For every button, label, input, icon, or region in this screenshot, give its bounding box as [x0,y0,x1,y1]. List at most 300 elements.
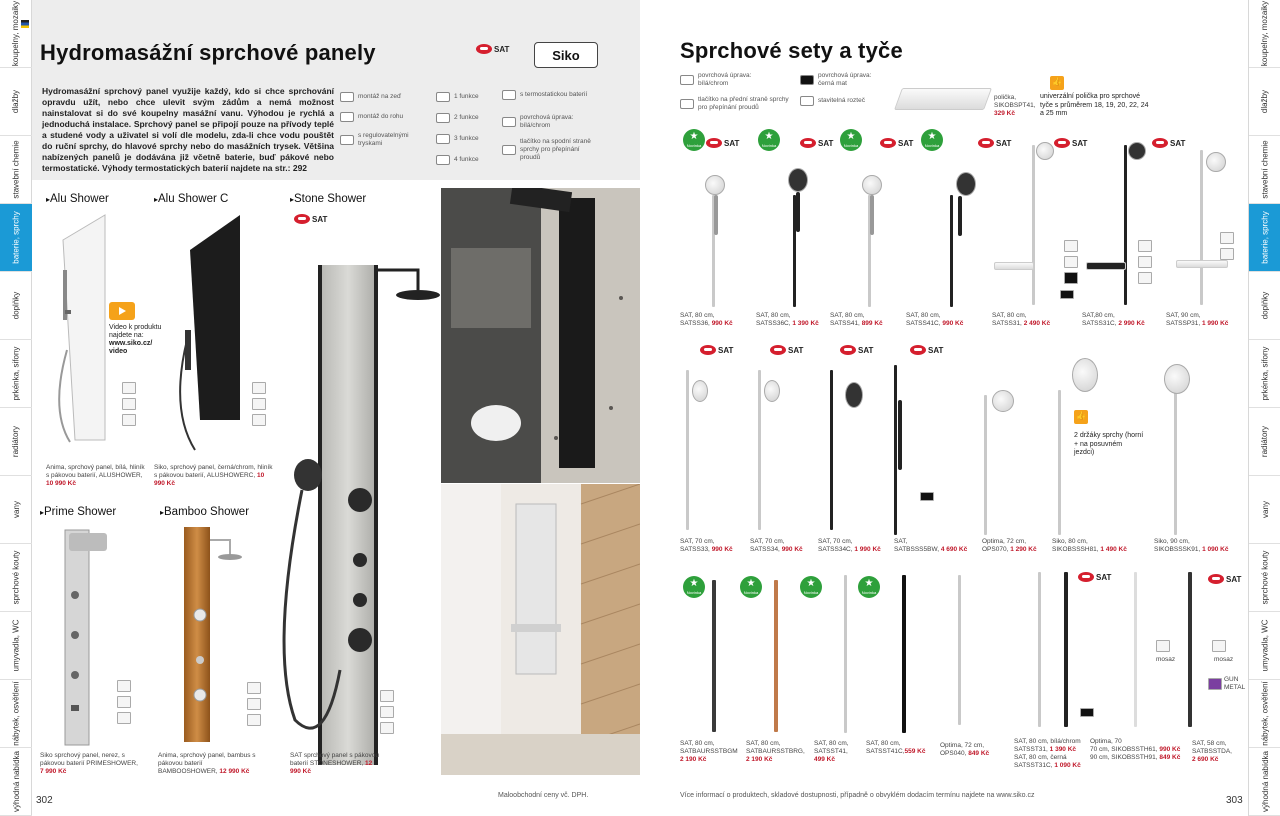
feature-icon [252,382,266,394]
footer-text: Maloobchodní ceny vč. DPH. [498,792,589,799]
product-price: 899 Kč [861,320,883,327]
set-caption [680,312,755,328]
sat-logo-text: SAT [818,138,834,148]
product-code: SATBAURSSTBRG, [746,748,805,755]
bathroom-photo-light-drawing [441,484,640,775]
feature-icon [122,414,136,426]
set-caption [680,740,750,764]
left-side-tabs [0,0,32,816]
side-tab[interactable] [1249,544,1280,612]
product-price: 990 Kč [781,546,803,553]
sat-swirl-icon [880,138,896,148]
feature-icon [122,382,136,394]
side-tab[interactable] [1249,680,1280,748]
function-2-icon [436,113,450,123]
feature-icon [380,722,394,734]
side-tab-label: sprchové kouty [1260,550,1270,605]
side-tab[interactable] [0,136,32,204]
product-code: ALUSHOWERC, [206,472,256,479]
shower-rail [686,370,689,530]
shower-rail [830,370,833,530]
product-price: 10 990 Kč [154,472,265,487]
product-caption [290,752,380,776]
shower-rail [758,370,761,530]
side-tab[interactable] [0,68,32,136]
black-finish-swatch [1080,708,1094,717]
legend-label: stavitelná rozteč [818,97,865,104]
product-code: ALUSHOWER, [98,472,143,479]
caption-line: SAT, 80 cm, [746,740,781,747]
shower-shelf [994,262,1034,270]
side-tab-label: radiátory [11,425,21,458]
shower-head [1072,358,1098,392]
novinka-badge: ★ Novinka [921,129,943,151]
feature-icons [1138,240,1152,284]
product-price: 12 990 Kč [219,768,250,775]
product-code: BAMBOOSHOWER, [158,768,218,775]
sat-logo-text: SAT [996,138,1012,148]
sat-logo-text: SAT [858,345,874,355]
corner-mount-icon [340,112,354,122]
sat-logo [910,345,943,355]
shower-rail-black[interactable] [902,575,906,733]
thumbs-up-icon [1074,410,1088,424]
product-code: SATSST41C, [866,748,905,755]
sat-logo [840,345,873,355]
sat-swirl-icon [476,44,492,54]
feature-icons [1156,640,1170,652]
shower-shelf [1086,262,1126,270]
product-price: 1 990 Kč [854,546,881,553]
sat-swirl-icon [1078,572,1094,582]
side-tab[interactable] [1249,68,1280,136]
side-tab-label: sprchové kouty [11,550,21,605]
set-caption [940,742,1010,758]
product-code: SATSS36, [680,320,710,327]
shower-rail [1200,150,1203,305]
legend-item [680,96,790,112]
legend-label: s termostatickou baterií [520,91,588,98]
caption-line: Optima, 72 cm, [940,742,985,749]
set-caption [992,312,1072,328]
legend-label: povrchová úprava: černá mat [818,72,872,87]
product-code: STONESHOWER, [309,760,364,767]
legend-item [436,92,496,102]
shower-rail-siko[interactable] [1134,572,1137,727]
product-code: SATBSSTDA, [1192,748,1232,755]
side-tab[interactable] [1249,0,1280,68]
product-price: 1 090 Kč [1054,762,1081,769]
sat-swirl-icon [1152,138,1168,148]
product-price: 4 690 Kč [940,546,968,553]
caption-line: SAT, 58 cm, [1192,740,1227,747]
product-code: SATSS34C, [818,546,853,553]
product-price: 12 990 Kč [290,760,373,775]
legend-label: tlačítko na spodní straně sprchy pro přepínání proudů [520,138,591,161]
sat-logo-text: SAT [928,345,944,355]
product-price: 1 390 Kč [792,320,819,327]
legend-label: povrchová úprava: bílá/chrom [520,114,574,129]
sat-logo-text: SAT [1170,138,1186,148]
side-tab[interactable] [1249,408,1280,476]
legend-label: 1 funkce [454,93,479,100]
product-code: SATBAURSSTBGM [680,748,738,755]
feature-icon [247,682,261,694]
side-tab-label: baterie, sprchy [11,211,21,264]
caption-line: SAT, 80 cm, [680,312,715,319]
shower-rail [984,395,987,535]
sat-logo [978,138,1011,148]
feature-icon [1220,232,1234,244]
set-caption [830,312,905,328]
video-play-icon[interactable] [109,302,135,320]
shower-head [1206,152,1226,172]
legend-label: tlačítko na přední straně sprchy pro přepínání proudů [698,96,789,111]
sat-logo-text: SAT [788,345,804,355]
set-caption [818,538,893,554]
caption-line: SAT, 80 cm, [906,312,941,319]
feature-icon [1064,240,1078,252]
caption-text: Anima, sprchový panel, bílá, hliník s pákovou baterií, [46,464,145,479]
product-title[interactable]: ▸ Alu Shower C [154,193,228,205]
shower-head [764,380,780,402]
product-caption [154,464,274,488]
sat-logo-text: SAT [1096,572,1112,582]
sat-swirl-icon [1208,574,1224,584]
legend-label: 2 funkce [454,114,479,121]
feature-icon [1064,272,1078,284]
caption-line: SAT, 80 cm, [866,740,901,747]
sat-logo-text: SAT [494,44,510,54]
caption-text: Siko sprchový panel, nerez, s pákovou baterií [40,752,125,767]
shower-head [1164,364,1190,394]
nozzles-icon [340,135,354,145]
feature-icon [252,398,266,410]
shower-rail [1174,370,1177,535]
caption-line: Optima, 70 [1090,738,1122,745]
caption-text: SAT sprchový panel s pákovou baterií [290,752,380,767]
sat-logo-text: SAT [1072,138,1088,148]
sat-swirl-icon [770,345,786,355]
shower-handle [958,196,962,236]
caption-text: Siko, sprchový panel, černá/chrom, hliník s pákovou baterií, [154,464,273,479]
feature-icon [1156,640,1170,652]
side-tab-label: baterie, sprchy [1260,211,1270,264]
product-code: SATSS41, [830,320,860,327]
function-4-icon [436,155,450,165]
shelf-line: polička, [994,94,1017,101]
product-price: 2 190 Kč [680,756,707,763]
side-tab[interactable] [1249,748,1280,816]
set-caption [1192,740,1252,764]
side-tab-label: koupelny, mozaiky [11,0,21,67]
shower-rail-sat-58[interactable] [1188,572,1192,727]
legend-item [340,112,430,122]
feature-icons [247,682,261,726]
product-price: 2 490 Kč [1023,320,1051,327]
shower-handle [898,400,902,470]
feature-icons [122,382,136,426]
shower-head [1036,142,1054,160]
side-tab[interactable] [0,544,32,612]
caption-line: SAT, 90 cm, [1166,312,1201,319]
legend-label: montáž do rohu [358,113,404,120]
shower-rail-optima[interactable] [958,575,961,725]
caption-line: SAT, 80 cm, černá [1014,754,1067,761]
product-code: SATSS31, [992,320,1022,327]
caption-line: SAT,80 cm, [1082,312,1115,319]
shower-handle [796,192,800,232]
shower-head [956,172,976,196]
caption-line: Optima, 72 cm, [982,538,1027,545]
bathroom-photo-light [441,484,640,775]
feature-icon [247,714,261,726]
product-price: 10 990 Kč [46,480,76,487]
product-code: SATBSSS5BW, [894,546,940,553]
feature-icon [1064,256,1078,268]
feature-icon [1138,240,1152,252]
product-price: 1 990 Kč [1202,320,1229,327]
product-code: SATSS34, [750,546,780,553]
shower-rail-gunmetal[interactable] [712,580,716,732]
feature-icon [117,712,131,724]
sat-logo-text: SAT [724,138,740,148]
side-tab-label: výhodná nabídka [1260,751,1270,812]
sat-logo [770,345,803,355]
legend-item [340,92,430,102]
product-title[interactable]: ▸ Stone Shower [290,193,366,205]
product-price: 2 190 Kč [746,756,773,763]
set-caption [1154,538,1249,554]
side-tab[interactable] [0,272,32,340]
shower-head [845,382,863,408]
product-title[interactable]: ▸ Prime Shower [40,506,116,518]
shower-rail [1058,390,1061,535]
video-link[interactable] [109,324,161,356]
set-caption [1166,312,1246,328]
product-price: 990 Kč [942,320,964,327]
thermostat-icon [502,90,516,100]
product-code: SATSSP31, [1166,320,1201,327]
sat-logo-text: SAT [718,345,734,355]
set-caption [1052,538,1147,554]
set-caption [756,312,836,328]
product-price: 559 Kč [904,748,926,755]
side-tab[interactable] [0,408,32,476]
bathroom-photo-dark-drawing [441,188,640,483]
feature-icon [247,698,261,710]
caption-line: SAT, 70 cm, [750,538,785,545]
bamboo-shower-panel-image [170,525,250,750]
side-tab[interactable] [0,340,32,408]
product-code: 90 cm, SIKOBSSTH91, [1090,754,1158,761]
feature-icons [1212,640,1226,652]
side-tab-label: vany [11,501,21,518]
side-tab[interactable] [0,476,32,544]
product-price: 849 Kč [1159,754,1181,761]
caption-line: Siko, 90 cm, [1154,538,1190,545]
set-caption [1082,312,1162,328]
sat-swirl-icon [840,345,856,355]
sat-logo [880,138,913,148]
side-tab-label: doplňky [1260,291,1270,320]
product-code: SATSS31C, [1082,320,1117,327]
caption-line: SAT, 80 cm, [992,312,1027,319]
white-chrome-finish-icon [680,75,694,85]
feature-icon [1212,640,1226,652]
sat-swirl-icon [706,138,722,148]
set-caption [906,312,986,328]
shower-head [692,380,708,402]
bottom-button-icon [502,145,516,155]
shower-rail-chrome[interactable] [844,575,847,733]
function-1-icon [436,92,450,102]
product-price: 990 Kč [711,546,733,553]
shelf-price: 329 Kč [994,110,1015,117]
sat-swirl-icon [978,138,994,148]
side-tab[interactable] [1249,136,1280,204]
black-matt-finish-icon [800,75,814,85]
sat-logo [800,138,833,148]
product-price: 1 090 Kč [1202,546,1229,553]
caption-line: Siko, 80 cm, [1052,538,1088,545]
shelf-line: SIKOBSPT41, [994,102,1036,109]
shower-rail-white-chrome[interactable] [1038,572,1041,727]
feature-icons [252,382,266,426]
product-price: 1 390 Kč [1049,746,1077,753]
set-caption [680,538,750,554]
sat-logo [1208,574,1241,584]
novinka-badge: ★ Novinka [683,129,705,151]
legend-item [502,90,592,100]
product-code: SIKOBSSSK91, [1154,546,1201,553]
side-tab[interactable] [0,0,32,68]
side-tab-label: prkénka, sifony [11,346,21,401]
feature-icon [1220,248,1234,260]
shower-shelf [1176,260,1228,268]
feature-icons [117,680,131,724]
product-title[interactable]: ▸ Bamboo Shower [160,506,249,518]
shower-rail [950,195,953,307]
caption-line: SAT, 80 cm, [814,740,849,747]
caption-line: SAT, [894,538,908,545]
sat-logo [1078,572,1111,582]
shower-head [788,168,808,192]
sat-swirl-icon [800,138,816,148]
novinka-badge: ★ Novinka [683,576,705,598]
feature-icon [117,696,131,708]
side-tab-label: umyvadla, WC [1260,619,1270,672]
product-price: 990 Kč [711,320,733,327]
black-finish-swatch [1060,290,1074,299]
bathroom-photo-dark [441,188,640,483]
side-tab-label: nábytek, osvětlení [1260,681,1270,746]
side-tab[interactable] [0,748,32,816]
shower-rail-rosegold[interactable] [774,580,778,732]
side-tab-label: dlažby [11,89,21,114]
caption-text: Anima, sprchový panel, bambus s pákovou baterií [158,752,256,767]
side-tab[interactable] [0,612,32,680]
legend-item [502,138,592,162]
product-price: 2 990 Kč [1118,320,1145,327]
product-code: 70 cm, SIKOBSSTH61, [1090,746,1158,753]
side-tab[interactable] [1249,476,1280,544]
feature-icon [117,680,131,692]
product-code: SIKOBSSSH81, [1052,546,1099,553]
feature-icon [122,398,136,410]
side-tab[interactable] [1249,272,1280,340]
side-tab-label: dlažby [1260,89,1270,114]
sat-logo [700,345,733,355]
shower-handle [714,195,718,235]
set-caption [894,538,979,554]
shower-rail [1032,145,1035,305]
sat-logo [706,138,739,148]
gun-metal-label: GUN METAL [1224,676,1246,691]
product-caption [46,464,146,488]
siko-logo: Siko [534,42,598,68]
video-line: www.siko.cz/ [109,340,153,347]
sat-logo [1152,138,1185,148]
alu-shower-panel-image [55,210,115,450]
two-holders-note: 2 držáky sprchy (horní + na posuvném jezdci) [1074,432,1144,456]
legend-label: 4 funkce [454,156,479,163]
product-title[interactable]: ▸ Alu Shower [46,193,109,205]
mosaz-label: mosaz [1156,656,1176,663]
black-finish-swatch [920,492,934,501]
legend-item [436,113,496,123]
page-title: Sprchové sety a tyče [680,38,903,63]
legend-item [800,72,880,88]
feature-icons [380,690,394,734]
product-price: 2 690 Kč [1192,756,1219,763]
sat-logo [294,214,327,224]
adjustable-spacing-icon [800,96,814,106]
side-tab-active[interactable] [1249,204,1280,272]
sat-logo-text: SAT [1226,574,1242,584]
feature-icon [1138,272,1152,284]
product-caption [40,752,140,776]
product-code: SATSS33, [680,546,710,553]
novinka-badge: ★ Novinka [758,129,780,151]
product-price: 849 Kč [968,750,990,757]
side-tab[interactable] [1249,612,1280,680]
right-side-tabs [1248,0,1280,816]
legend-item [436,134,496,144]
legend-item [340,132,430,148]
wall-mount-icon [340,92,354,102]
set-caption [746,740,816,764]
legend-label: povrchová úprava: bílá/chrom [698,72,752,87]
product-code: OPS040, [940,750,967,757]
novinka-badge: ★ Novinka [858,576,880,598]
shower-rail [894,365,897,535]
product-price: 499 Kč [814,756,835,763]
side-tab-active[interactable] [0,204,32,272]
side-tab[interactable] [0,680,32,748]
product-code: OPS070, [982,546,1009,553]
side-tab[interactable] [1249,340,1280,408]
shower-rail-black-matt[interactable] [1064,572,1068,727]
legend-item [800,96,880,106]
product-code: SATSST31C, [1014,762,1053,769]
side-tab-label: prkénka, sifony [1260,346,1270,401]
sat-logo-text: SAT [312,214,328,224]
novinka-badge: ★ Novinka [840,129,862,151]
prime-shower-panel-image [55,525,115,750]
novinka-badge: ★ Novinka [800,576,822,598]
side-tab-label: umyvadla, WC [11,619,21,672]
